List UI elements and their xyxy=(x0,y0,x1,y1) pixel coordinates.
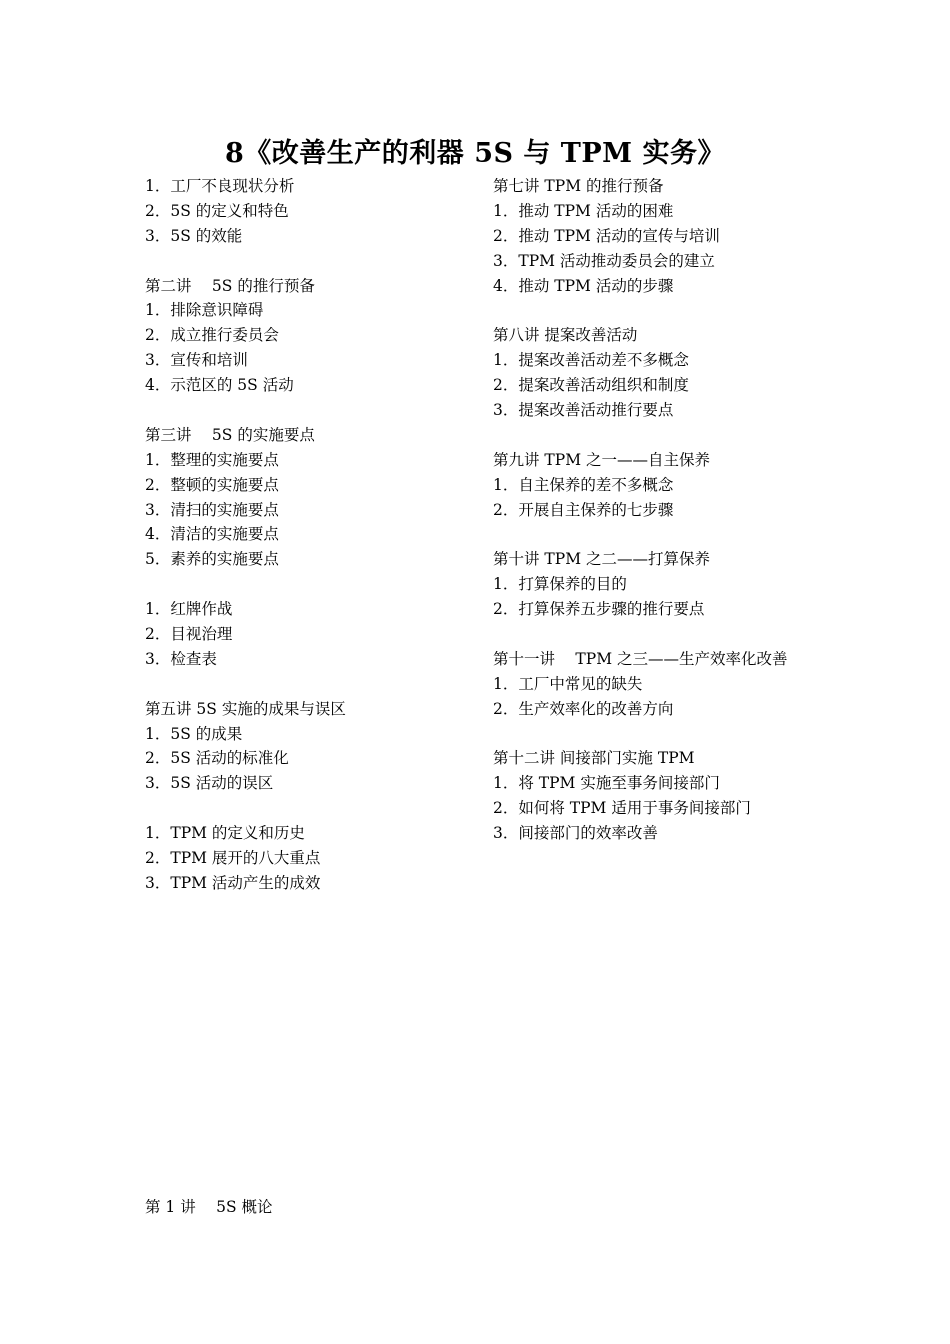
outline-item: 2．打算保养五步骤的推行要点 xyxy=(493,600,705,619)
right-column xyxy=(493,174,913,846)
outline-item: 2．整顿的实施要点 xyxy=(145,475,279,494)
outline-item: 1．整理的实施要点 xyxy=(145,450,279,469)
outline-item: 2．5S 活动的标准化 xyxy=(145,749,289,768)
outline-item: 1．工厂中常见的缺失 xyxy=(493,674,643,693)
outline-item: 1．打算保养的目的 xyxy=(493,575,627,594)
outline-item: 3．5S 活动的误区 xyxy=(145,774,274,793)
outline-item: 2．提案改善活动组织和制度 xyxy=(493,376,689,395)
outline-item: 1．提案改善活动差不多概念 xyxy=(493,351,689,370)
outline-item: 3．宣传和培训 xyxy=(145,351,248,370)
outline-item: 2．生产效率化的改善方向 xyxy=(493,699,674,718)
outline-item: 2．TPM 展开的八大重点 xyxy=(145,849,321,868)
outline-item: 3．5S 的效能 xyxy=(145,226,243,245)
footer-lecture-heading: 第 1 讲 5S 概论 xyxy=(145,1198,273,1216)
outline-item: 4．推动 TPM 活动的步骤 xyxy=(493,276,674,295)
blank-line xyxy=(493,423,913,448)
blank-line xyxy=(145,672,475,697)
lecture-heading: 第三讲 5S 的实施要点 xyxy=(145,425,315,444)
outline-item: 3．TPM 活动产生的成效 xyxy=(145,873,321,892)
outline-item: 3．检查表 xyxy=(145,649,217,668)
outline-item: 1．自主保养的差不多概念 xyxy=(493,475,674,494)
outline-item: 1．将 TPM 实施至事务间接部门 xyxy=(493,774,720,793)
blank-line xyxy=(493,522,913,547)
blank-line xyxy=(493,722,913,747)
blank-line xyxy=(145,398,475,423)
outline-item: 2．推动 TPM 活动的宣传与培训 xyxy=(493,226,720,245)
outline-item: 3．提案改善活动推行要点 xyxy=(493,401,674,420)
outline-item: 2．目视治理 xyxy=(145,625,233,644)
blank-line xyxy=(145,249,475,274)
lecture-heading: 第七讲 TPM 的推行预备 xyxy=(493,177,664,195)
document-title: 8《改善生产的利器 5S 与 TPM 实务》 xyxy=(225,138,725,169)
blank-line xyxy=(493,622,913,647)
outline-item: 3．清扫的实施要点 xyxy=(145,500,279,519)
lecture-heading: 第二讲 5S 的推行预备 xyxy=(145,276,315,295)
lecture-heading: 第五讲 5S 实施的成果与误区 xyxy=(145,699,346,718)
blank-line xyxy=(493,298,913,323)
outline-item: 1．推动 TPM 活动的困难 xyxy=(493,201,674,220)
lecture-heading: 第八讲 提案改善活动 xyxy=(493,326,638,345)
outline-item: 2．5S 的定义和特色 xyxy=(145,201,289,220)
outline-item: 4．示范区的 5S 活动 xyxy=(145,376,294,395)
outline-item: 1．红牌作战 xyxy=(145,600,233,619)
outline-item: 2．成立推行委员会 xyxy=(145,326,279,345)
outline-item: 1．TPM 的定义和历史 xyxy=(145,824,305,843)
outline-item: 3．间接部门的效率改善 xyxy=(493,824,658,843)
outline-item: 1．工厂不良现状分析 xyxy=(145,177,295,195)
outline-item: 2．开展自主保养的七步骤 xyxy=(493,500,674,519)
outline-item: 3．TPM 活动推动委员会的建立 xyxy=(493,251,715,270)
lecture-heading: 第九讲 TPM 之一——自主保养 xyxy=(493,450,710,469)
blank-line xyxy=(145,796,475,821)
lecture-heading: 第十讲 TPM 之二——打算保养 xyxy=(493,550,710,569)
blank-line xyxy=(145,572,475,597)
outline-item: 1．排除意识障碍 xyxy=(145,301,264,320)
outline-item: 2．如何将 TPM 适用于事务间接部门 xyxy=(493,799,751,818)
lecture-heading: 第十二讲 间接部门实施 TPM xyxy=(493,749,695,768)
outline-item: 1．5S 的成果 xyxy=(145,724,243,743)
outline-item: 5．素养的实施要点 xyxy=(145,550,279,569)
left-column xyxy=(145,174,475,896)
lecture-heading: 第十一讲 TPM 之三——生产效率化改善 xyxy=(493,649,788,668)
outline-item: 4．清洁的实施要点 xyxy=(145,525,279,544)
